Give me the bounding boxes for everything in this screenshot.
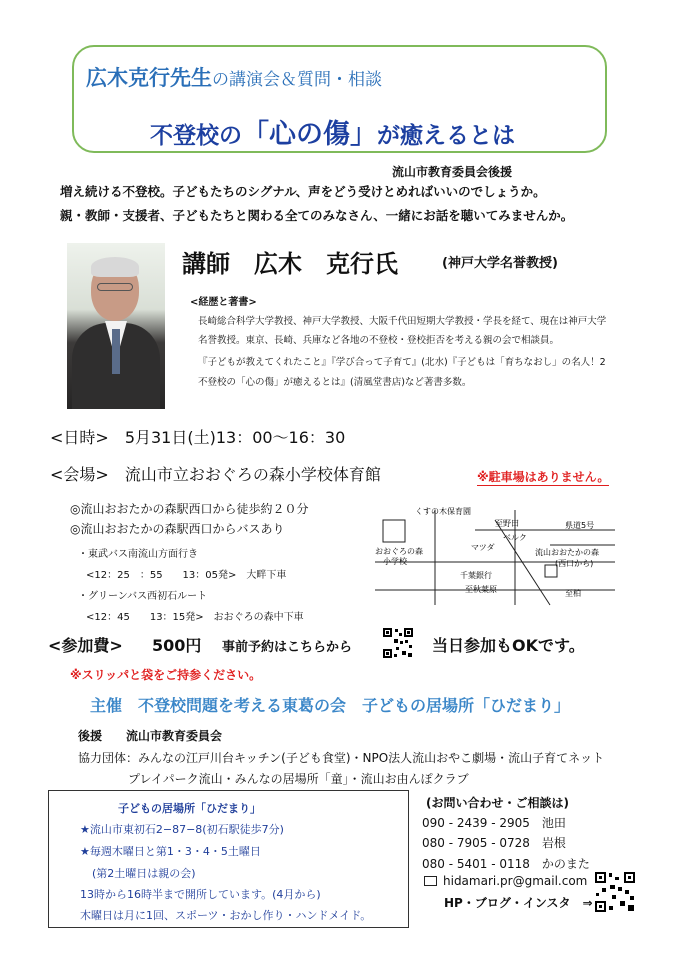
support-text: 流山市教育委員会後援 (392, 165, 513, 179)
hidamari-address: ★流山市東初石2−87−8(初石駅徒歩7分) (80, 823, 284, 836)
map-mazda: マツダ (471, 543, 495, 552)
map-akihabara: 至秋葉原 (465, 585, 497, 594)
host-text: 主催 不登校問題を考える東葛の会 子どもの居場所「ひだまり」 (90, 696, 571, 715)
slipper-note: ※スリッパと袋をご持参ください。 (70, 668, 262, 682)
reservation-qr-code[interactable] (382, 627, 414, 659)
hidamari-hours: 13時から16時半まで開所しています。(4月から) (80, 888, 321, 901)
speaker-affiliation: (神戸大学名誉教授) (442, 256, 558, 271)
mail-icon (424, 876, 437, 886)
contact-phone-2[interactable]: 080 - 7905 - 0728 岩根 (422, 836, 566, 850)
speaker-name-title: 広木克行先生 (86, 66, 212, 90)
hidamari-activities: 木曜日は月に1回、スポーツ・おかし作り・ハンドメイド。 (80, 909, 372, 922)
event-venue: <会場> 流山市立おおぐろの森小学校体育館 (50, 465, 381, 484)
bio-heading: <経歴と著書> (190, 297, 257, 308)
speaker-photo (67, 243, 165, 409)
bus-line-2: ・グリーンバス西初石ルート (78, 591, 208, 602)
map-station: 流山おおたかの森 (535, 548, 599, 557)
fee-label: <参加費> (48, 636, 123, 655)
event-datetime: <日時> 5月31日(土)13：00〜16：30 (50, 428, 346, 447)
map-noda: 至野田 (495, 519, 519, 528)
contact-heading: (お問い合わせ・ご相談は) (426, 796, 569, 810)
lecture-title (150, 112, 515, 151)
bio-line-3: 『子どもが教えてくれたこと』『学び合って子育て』(北水)『子どもは「育ちなおし」の名人！2 (198, 357, 606, 368)
sns-qr-code[interactable] (594, 871, 636, 913)
access-walk: ◎流山おおたかの森駅西口から徒歩約２０分 (70, 502, 309, 516)
bus-time-1: <12：25 ：55 13：05発> 大畔下車 (86, 570, 287, 581)
event-title (86, 62, 382, 92)
map-bank: 千葉銀行 (460, 571, 492, 580)
bus-time-2: <12：45 13：15発> おおぐろの森中下車 (86, 612, 304, 623)
access-bus: ◎流山おおたかの森駅西口からバスあり (70, 522, 285, 536)
fee-amount: 500円 (152, 636, 202, 655)
lecture-title-part3: が癒えるとは (377, 123, 515, 149)
map-route: 県道5号 (565, 521, 595, 530)
contact-email[interactable] (424, 874, 587, 888)
bus-line-1: ・東武バス南流山方面行き (78, 549, 198, 560)
reserve-text: 事前予約はこちらから (222, 640, 353, 655)
event-subtitle: の講演会＆質問・相談 (212, 70, 382, 90)
contact-email-text[interactable]: hidamari.pr@gmail.com (443, 874, 588, 888)
map-school: おおぐろの森 (375, 547, 423, 556)
hidamari-parents: (第2土曜日は親の会) (92, 867, 196, 880)
support-2-text: 後援 流山市教育委員会 (78, 729, 223, 743)
no-parking-note: ※駐車場はありません。 (477, 470, 610, 484)
map-kusunoki: くすの木保育園 (415, 507, 471, 516)
cooperation-line-2: プレイパーク流山・みんなの居場所「童」・流山お由んぽクラブ (128, 772, 469, 786)
map-station-exit: (西口から) (555, 559, 594, 568)
hidamari-heading: 子どもの居場所「ひだまり」 (118, 802, 261, 815)
contact-phone-1[interactable]: 090 - 2439 - 2905 池田 (422, 816, 566, 830)
map-belc: ベルク (503, 533, 527, 542)
bio-line-1: 長崎総合科学大学教授、神戸大学教授、大阪千代田短期大学教授・学長を経て、現在は神戸大学 (198, 316, 607, 327)
intro-line-1: 増え続ける不登校。子どもたちのシグナル、声をどう受けとめればいいのでしょうか。 (60, 184, 546, 199)
intro-line-2: 親・教師・支援者、子どもたちと関わる全てのみなさん、一緒にお話を聴いてみませんか。 (60, 208, 574, 223)
hidamari-days: ★毎週木曜日と第1・3・4・5土曜日 (80, 845, 261, 858)
bio-line-4: 不登校の「心の傷」が癒えるとは』(清風堂書店)など著書多数。 (198, 377, 472, 388)
speaker-label: 講師 広木 克行氏 (182, 250, 398, 278)
lecture-title-part2: 「心の傷」 (242, 119, 377, 150)
cooperation-line-1: 協力団体：みんなの江戸川台キッチン(子ども食堂)・NPO法人流山おやこ劇場・流山子育てネット (78, 751, 605, 765)
same-day-text: 当日参加もOKです。 (432, 636, 585, 655)
bio-line-2: 名誉教授。東京、長崎、兵庫など各地の不登校・登校拒否を考える親の会で相談員。 (198, 335, 560, 346)
map-kashiwa: 至柏 (565, 589, 581, 598)
venue-map (375, 500, 615, 610)
contact-phone-3[interactable]: 080 - 5401 - 0118 かのまた (422, 857, 590, 871)
contact-sns[interactable]: HP・ブログ・インスタ ⇒ (444, 896, 593, 910)
lecture-title-part1: 不登校の (150, 123, 242, 149)
map-school-2: 小学校 (383, 557, 407, 566)
